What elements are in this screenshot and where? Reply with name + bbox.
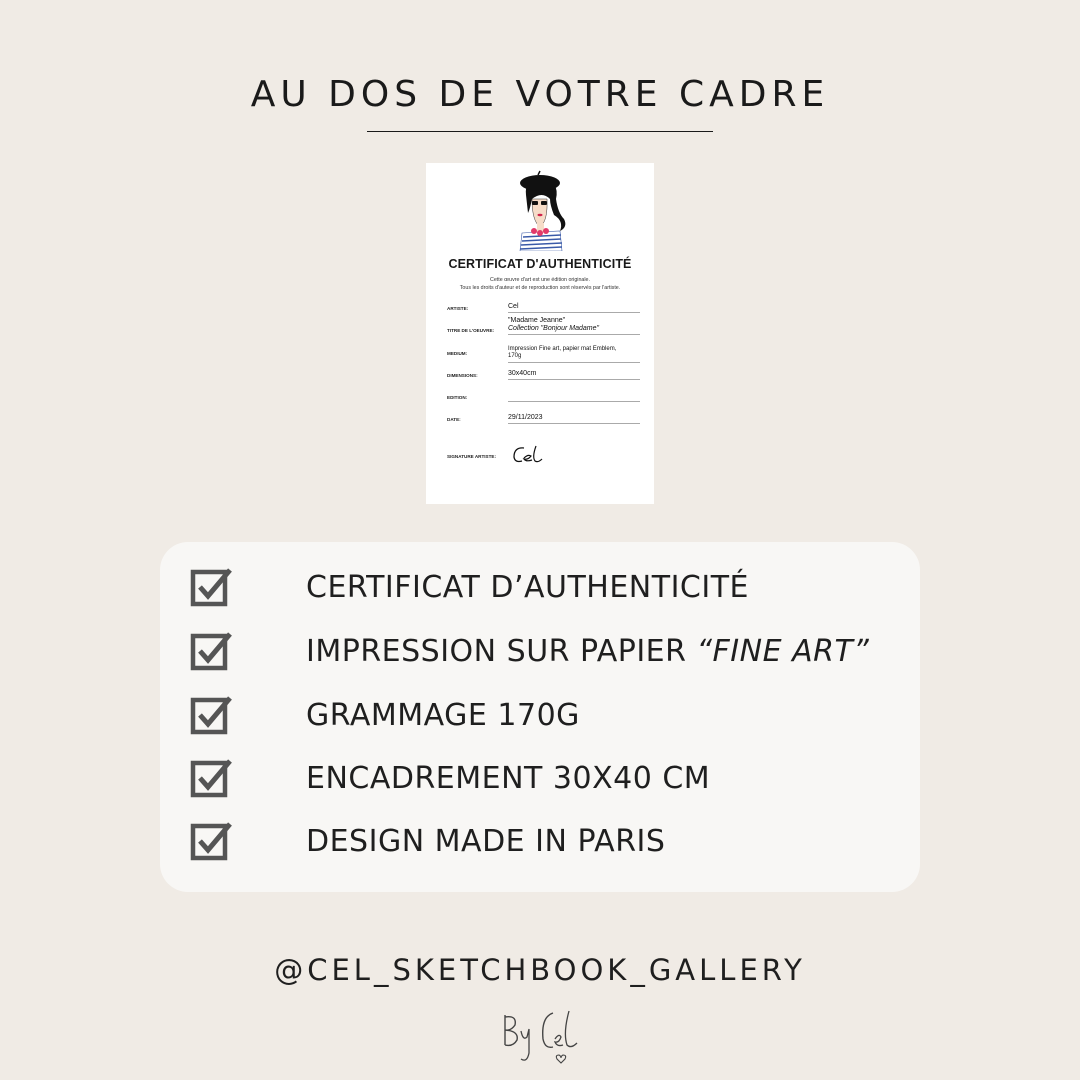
feature-text: CERTIFICAT D’AUTHENTICITÉ xyxy=(306,570,749,605)
certificate-card xyxy=(426,163,654,504)
field-line xyxy=(508,401,640,402)
checked-box-icon xyxy=(190,757,234,799)
field-line xyxy=(508,334,640,335)
field-line xyxy=(508,362,640,363)
artist-signature xyxy=(510,443,546,467)
checked-box-icon xyxy=(190,820,234,862)
field-value: Collection "Bonjour Madame" xyxy=(508,325,599,332)
feature-item xyxy=(190,755,910,799)
field-value: Impression Fine art, papier mat Emblem, xyxy=(508,346,617,352)
certificate-subtitle: Cette œuvre d'art est une édition originale. xyxy=(490,277,590,283)
certificate-title: CERTIFICAT D'AUTHENTICITÉ xyxy=(448,257,632,271)
feature-text: ENCADREMENT 30X40 CM xyxy=(306,761,711,796)
field-label: TITRE DE L'OEUVRE: xyxy=(447,328,495,333)
by-cel-signature xyxy=(495,1005,585,1070)
title-divider xyxy=(367,131,713,132)
feature-text: IMPRESSION SUR PAPIER “FINE ART” xyxy=(306,634,870,669)
field-label: EDITION: xyxy=(447,395,468,400)
certificate-subtitle: Tous les droits d'auteur et de reproduction sont réservés par l'artiste. xyxy=(459,285,621,291)
feature-item xyxy=(190,628,910,672)
field-label: SIGNATURE ARTISTE: xyxy=(447,454,496,459)
checked-box-icon xyxy=(190,630,234,672)
field-label: DIMENSIONS: xyxy=(447,373,478,378)
field-line xyxy=(508,312,640,313)
social-handle: @CEL_SKETCHBOOK_GALLERY xyxy=(274,953,806,987)
feature-item xyxy=(190,818,910,862)
feature-item xyxy=(190,692,910,736)
field-label: ARTISTE: xyxy=(447,306,469,311)
feature-item xyxy=(190,564,910,608)
feature-text: GRAMMAGE 170G xyxy=(306,698,580,733)
field-line xyxy=(508,379,640,380)
checked-box-icon xyxy=(190,694,234,736)
field-line xyxy=(508,423,640,424)
field-value: 29/11/2023 xyxy=(508,414,543,421)
field-value: Cel xyxy=(508,303,519,310)
checked-box-icon xyxy=(190,566,234,608)
feature-text: DESIGN MADE IN PARIS xyxy=(306,824,666,859)
field-label: MEDIUM: xyxy=(447,351,468,356)
field-value: "Madame Jeanne" xyxy=(508,317,566,324)
field-value: 30x40cm xyxy=(508,370,537,377)
artwork-illustration xyxy=(502,169,578,251)
features-panel xyxy=(160,542,920,892)
page-title: AU DOS DE VOTRE CADRE xyxy=(250,74,830,115)
field-label: DATE: xyxy=(447,417,461,422)
field-value: 170g xyxy=(508,353,522,359)
